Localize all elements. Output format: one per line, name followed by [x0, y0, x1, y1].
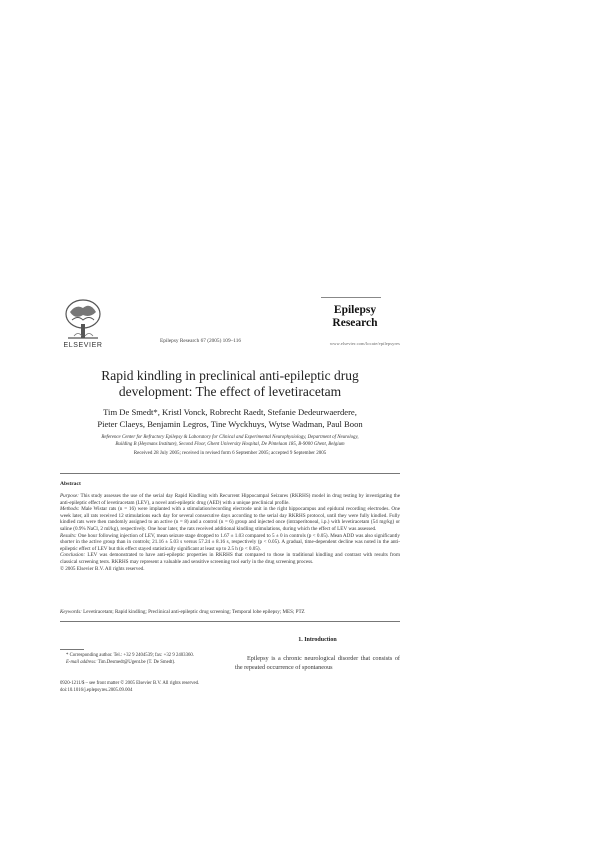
title-line-2: development: The effect of levetiracetam	[118, 383, 342, 399]
abstract-conclusion	[60, 552, 400, 565]
results-label: Results:	[60, 532, 77, 539]
doi-line[interactable]: doi:10.1016/j.eplepsyres.2005.09.004	[60, 687, 133, 693]
methods-text: Male Wistar rats (n = 16) were implanted with a stimulation/recording electrode unit in the right hippocampus and epidural recording electrodes. One week later, all rats received 12 stimulations each day for several consecutive days according to the serial day RKRHS protocol, until they were fully kindled. Fully kindled rats were then randomly assigned to an active (n = 8) and a control (n = 6) group and injected once (intraperitoneal, i.p.) with levetiracetam (54 mg/kg) or saline (0.9% NaCl, 2 ml/kg), respectively. One hour later, the rats received additional kindling stimulations, during which the effect of LEV was assessed.	[60, 506, 400, 532]
keywords-text: Levetiracetam; Rapid kindling; Preclinical anti-epileptic drug screening; Temporal lobe epilepsy; MES; PTZ	[83, 609, 305, 615]
corresponding-author-contact: * Corresponding author. Tel.: +32 9 2404539; fax: +32 9 2403360.	[66, 653, 194, 658]
journal-citation: Epilepsy Research 67 (2005) 109–116	[160, 338, 242, 344]
publisher-name: ELSEVIER	[63, 342, 103, 349]
methods-label: Methods:	[60, 506, 80, 513]
abstract-purpose	[60, 493, 400, 506]
received-dates: Received 28 July 2005; received in revised form 6 September 2005; accepted 9 September 2005	[133, 451, 327, 456]
purpose-text: This study assesses the use of the serial day Rapid Kindling with Recurrent Hippocampal Seizures (RKRHS) model in drug testing by investigating the anti-epileptic effect of levetiracetam (LEV), a novel anti-epileptic drug (AED) with a unique preclinical profile.	[60, 493, 400, 506]
issn-line: 0920-1211/$ – see front matter © 2005 Elsevier B.V. All rights reserved.	[60, 681, 200, 686]
affiliation-line-2: Building B (Heymans Institute), Second Floor, Ghent University Hospital, De Pintelaan 185, B-9000 Ghent, Belgium	[115, 441, 345, 447]
affiliation-line-1: Reference Center for Refractory Epilepsy & Laboratory for Clinical and Experimental Neurophysiology, Department of Neurology,	[101, 435, 359, 440]
elsevier-tree-logo	[62, 298, 104, 342]
journal-logo-line1: Epilepsy	[333, 304, 377, 316]
keywords-label: Keywords:	[60, 609, 82, 615]
header-rule	[321, 297, 381, 298]
purpose-label: Purpose:	[60, 493, 79, 499]
abstract-heading: Abstract	[60, 481, 81, 487]
abstract-copyright: © 2005 Elsevier B.V. All rights reserved.	[60, 565, 145, 572]
authors-line-2: Pieter Claeys, Benjamin Legros, Tine Wyckhuys, Wytse Wadman, Paul Boon	[97, 418, 363, 429]
conclusion-label: Conclusion:	[60, 552, 86, 559]
keywords	[60, 609, 400, 615]
title-line-1: Rapid kindling in preclinical anti-epileptic drug	[101, 368, 359, 383]
article-title	[60, 368, 400, 399]
abstract-results	[60, 533, 400, 553]
footnote-rule	[60, 649, 84, 650]
authors-line-1: Tim De Smedt*, Kristl Vonck, Robrecht Raedt, Stefanie Dedeurwaerdere,	[103, 407, 357, 417]
abstract-bottom-rule	[60, 621, 400, 622]
abstract-top-rule	[60, 473, 400, 474]
issn-block	[60, 681, 260, 694]
abstract-methods	[60, 506, 400, 532]
email-address[interactable]: Tim.Desmedt@Ugent.be (T. De Smedt).	[97, 659, 176, 665]
corresponding-author-footnote	[60, 653, 230, 666]
abstract-body	[60, 493, 400, 572]
author-list	[60, 407, 400, 430]
conclusion-text: LEV was demonstrated to have anti-epileptic properties in RKRHS that compared to those in traditional kindling and contrast with results from classical screening tests. RKRHS may represent a valuable and sensitive screening tool early in the drug screening process.	[60, 552, 400, 565]
introduction-heading: 1. Introduction	[298, 637, 337, 643]
journal-logo	[330, 304, 380, 330]
tree-icon	[62, 298, 104, 342]
email-line	[60, 660, 230, 667]
journal-logo-line2: Research	[332, 317, 378, 329]
email-label: E-mail address:	[66, 659, 97, 665]
journal-url[interactable]: www.elsevier.com/locate/epilepsyres	[329, 341, 400, 346]
results-text: One hour following injection of LEV, mean seizure stage dropped to 1.67 ± 1.03 compared to 5 ± 0 in controls (p < 0.05). Mean ADD was also significantly shorter in the active group than in controls; 21.16 ± 5.03 s versus 57.24 ± 8.16 s, respectively (p < 0.05). A gradual, time-dependent decline was noted in the anti-epileptic effect of LEV but this effect stayed statistically significant at least up to 2.5 h (p < 0.05).	[60, 532, 400, 552]
affiliation	[60, 435, 400, 449]
introduction-text: Epilepsy is a chronic neurological disorder that consists of the repeated occurrence of spontaneous	[235, 655, 400, 671]
